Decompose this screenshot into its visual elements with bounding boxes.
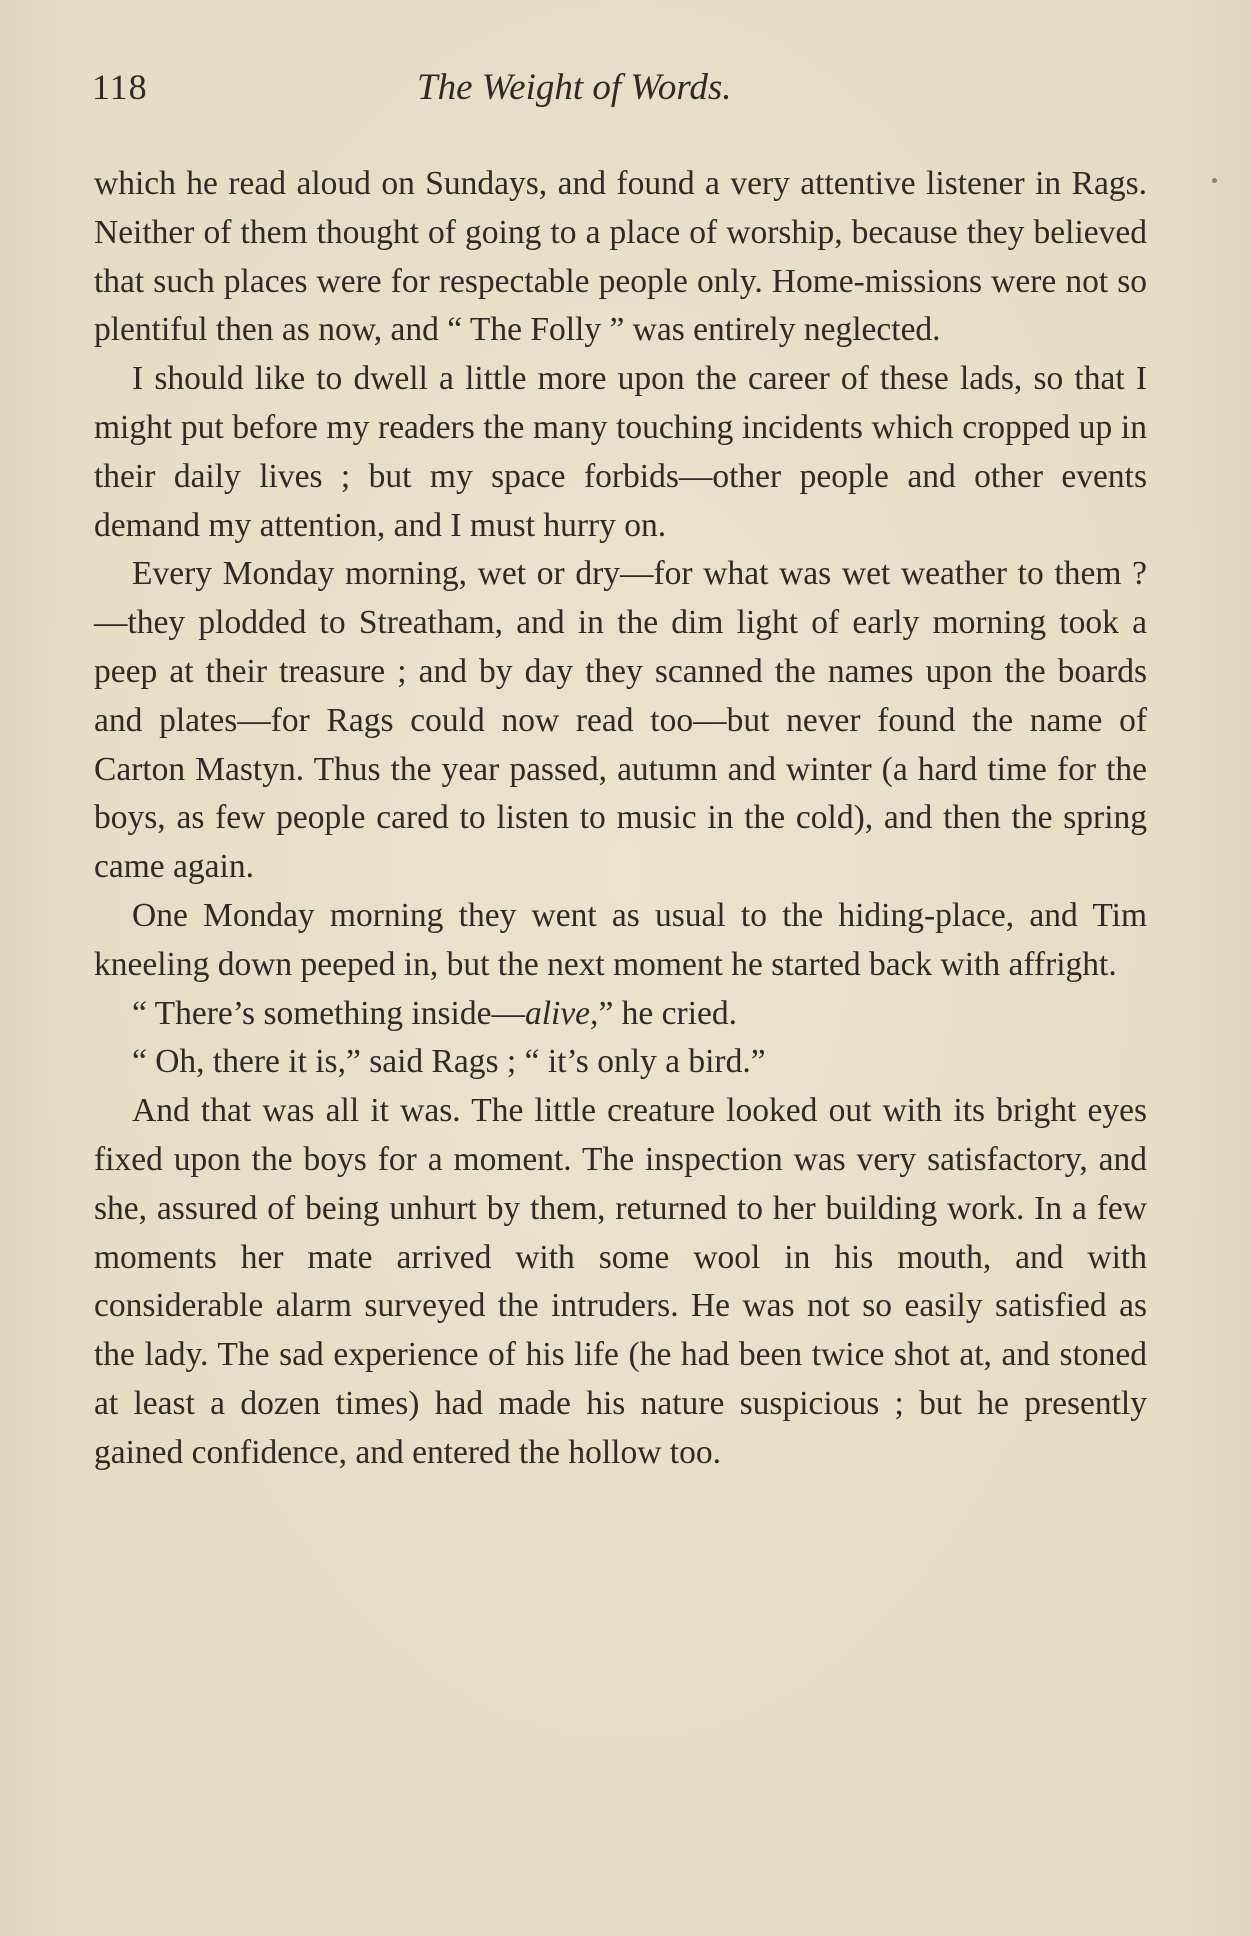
paragraph-monday-mornings: Every Monday morning, wet or dry—for what was wet weather to them ?—they plodded to Streatham, and in the dim light of early morning took a peep at their treasure ; and by day they scanned the names upon the boards and plates—for Rags could now read too—but never found the name of Carton Mastyn. Thus the year passed, autumn and winter (a hard time for the boys, as few people cared to listen to music in the cold), and then the spring came again. — [94, 555, 1147, 886]
margin-speck — [1212, 178, 1217, 183]
quote-emphasis: alive, — [524, 994, 599, 1032]
paragraph-something-inside — [94, 990, 1147, 1039]
page-number: 118 — [92, 67, 148, 107]
paragraph-only-a-bird: “ Oh, there it is,” said Rags ; “ it’s only a bird.” — [132, 1043, 766, 1081]
quote-attribution: ” he cried. — [598, 994, 738, 1032]
paragraph-career: I should like to dwell a little more upon the career of these lads, so that I might put before my readers the many touching incidents which cropped up in their daily lives ; but my space forbids—other people and other events demand my attention, and I must hurry on. — [94, 360, 1147, 544]
running-head — [92, 66, 1152, 116]
paragraph-continuation: which he read aloud on Sundays, and found a very attentive listener in Rags. Neither of them thought of going to a place of worship, because they believed that such places were for respectable people only. Home-missions were not so plentiful then as now, and “ The Folly ” was entirely neglected. — [94, 165, 1147, 349]
paragraph-hiding-place: One Monday morning they went as usual to the hiding-place, and Tim kneeling down peeped in, but the next moment he started back with affright. — [94, 896, 1147, 983]
quote-text: “ There’s something inside— — [132, 994, 525, 1032]
body-text — [94, 160, 1147, 1478]
running-title: The Weight of Words. — [417, 67, 732, 108]
paragraph-the-bird: And that was all it was. The little creature looked out with its bright eyes fixed upon the boys for a moment. The inspection was very satisfactory, and she, assured of being unhurt by them, returned to her building work. In a few moments her mate arrived with some wool in his mouth, and with considerable alarm surveyed the intruders. He was not so easily satisfied as the lady. The sad experience of his life (he had been twice shot at, and stoned at least a dozen times) had made his nature suspicious ; but he presently gained confidence, and entered the hollow too. — [94, 1092, 1147, 1471]
